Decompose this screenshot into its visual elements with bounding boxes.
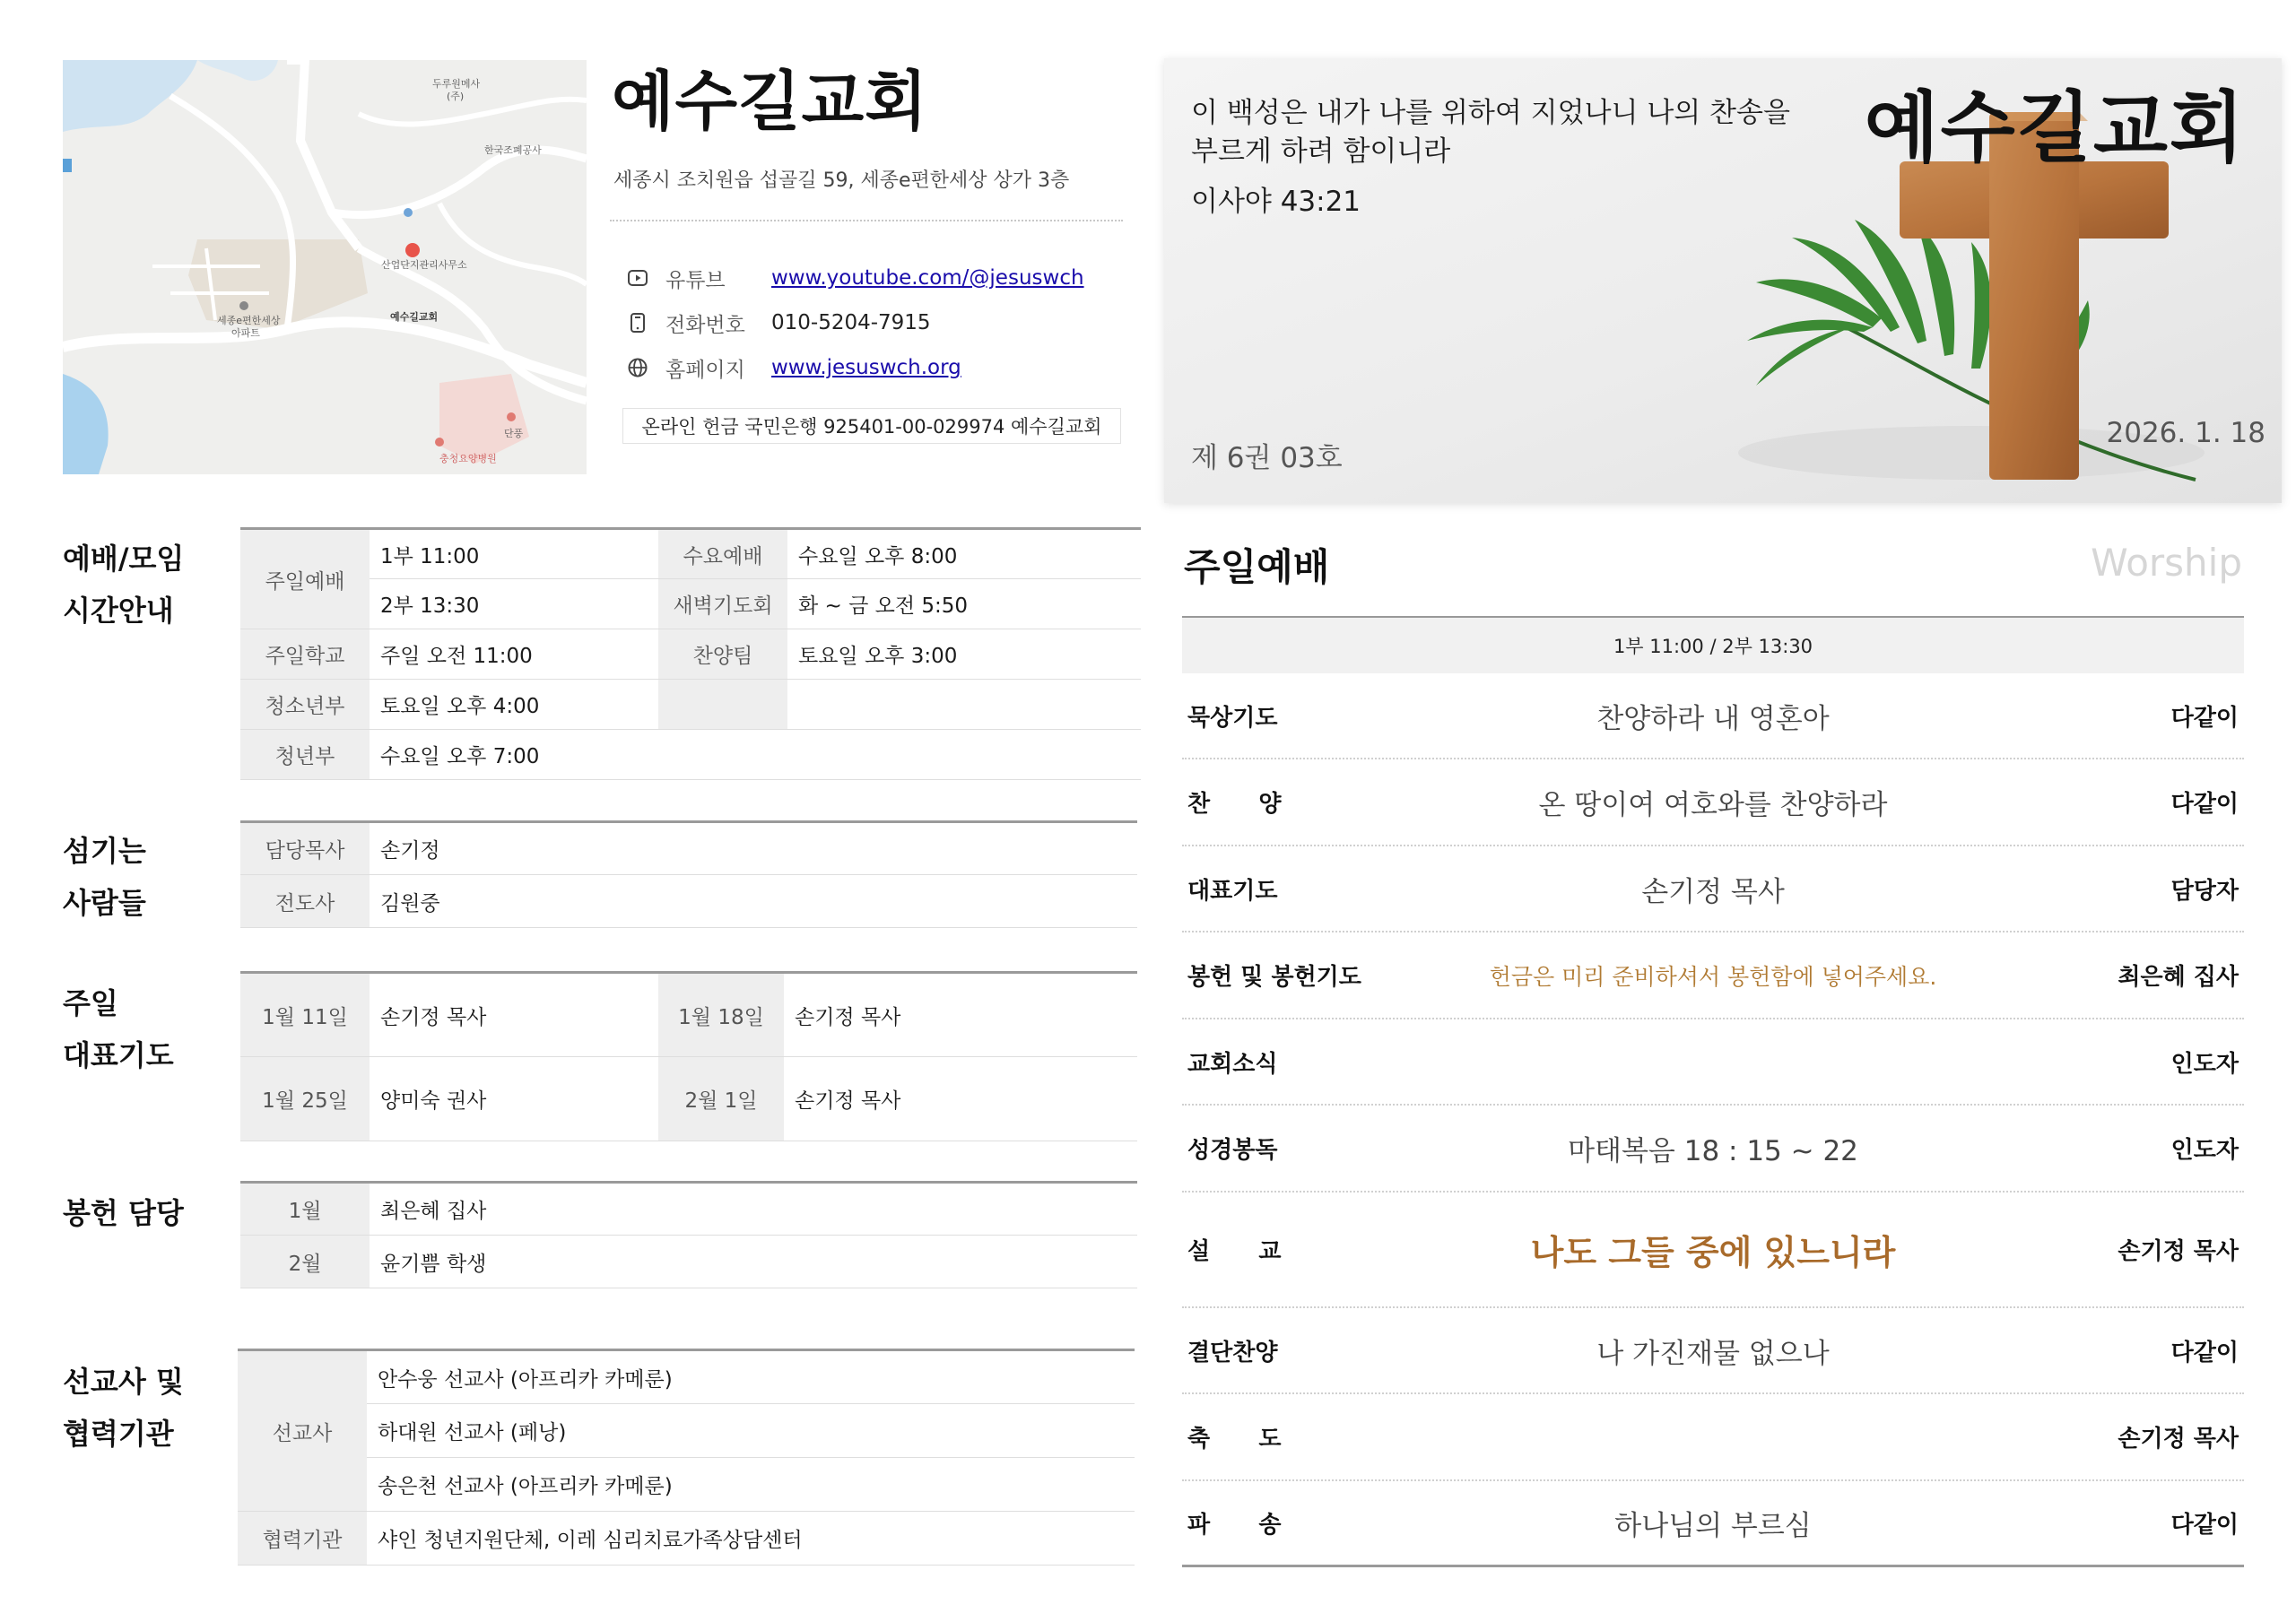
contact-label: 홈페이지 <box>665 358 745 382</box>
contact-youtube <box>626 263 1084 293</box>
map-label: 산업단지관리사무소 <box>381 259 467 271</box>
missions-section-title <box>63 1356 184 1460</box>
order-item-leader: 손기정 목사 <box>2118 1426 2239 1453</box>
online-offering: 온라인 헌금 국민은행 925401-00-029974 예수길교회 <box>622 408 1121 444</box>
schedule-value: 2부 13:30 <box>370 579 658 629</box>
map-label: 세종e편한세상 <box>217 315 281 326</box>
location-map[interactable] <box>63 60 587 474</box>
schedule-value: 1부 11:00 <box>370 529 658 579</box>
order-item <box>1182 673 2244 759</box>
schedule-section-title <box>63 533 184 637</box>
order-item-leader: 손기정 목사 <box>2118 1238 2239 1265</box>
order-item-leader: 인도자 <box>2170 1050 2239 1078</box>
verse-line: 이 백성은 내가 나를 위하여 지었나니 나의 찬송을 <box>1191 97 1790 129</box>
order-item-leader: 최은혜 집사 <box>2118 964 2239 991</box>
prayer-leader: 손기정 목사 <box>784 1057 1137 1141</box>
offering-person: 윤기쁨 학생 <box>370 1236 1137 1288</box>
schedule-label: 청년부 <box>240 730 370 780</box>
order-item-name: 봉헌 및 봉헌기도 <box>1187 964 1361 991</box>
divider <box>610 220 1123 221</box>
servant-name: 손기정 <box>370 822 1137 875</box>
map-label: 충청요양병원 <box>439 453 497 464</box>
order-item-name: 축 도 <box>1187 1426 1282 1453</box>
section-title-line: 대표기도 <box>63 1038 174 1072</box>
contact-label: 유튜브 <box>665 268 726 292</box>
section-title-line: 선교사 및 <box>63 1365 184 1399</box>
worship-title: 주일예배 <box>1184 545 1330 589</box>
offering-month: 2월 <box>240 1236 370 1288</box>
schedule-value: 토요일 오후 4:00 <box>370 680 658 730</box>
issue-date: 2026. 1. 18 <box>2106 417 2266 449</box>
order-item <box>1182 932 2244 1019</box>
prayer-leader: 손기정 목사 <box>370 973 658 1057</box>
order-item-name: 묵상기도 <box>1187 704 1278 732</box>
offering-section-title: 봉헌 담당 <box>63 1196 184 1230</box>
map-label: (주) <box>447 91 465 102</box>
empty-cell <box>787 680 1141 730</box>
order-item-leader: 다같이 <box>2170 1339 2239 1366</box>
schedule-label: 주일예배 <box>240 529 370 629</box>
offering-person: 최은혜 집사 <box>370 1183 1137 1236</box>
missionary-name: 하대원 선교사 (페낭) <box>367 1404 1135 1458</box>
schedule-label: 찬양팀 <box>658 629 787 680</box>
order-item-content: 손기정 목사 <box>1641 875 1785 908</box>
empty-cell <box>658 680 787 730</box>
contact-phone <box>626 308 931 338</box>
section-title-line: 주일 <box>63 986 118 1020</box>
schedule-label: 청소년부 <box>240 680 370 730</box>
order-of-worship <box>1182 673 2244 1567</box>
phone-number: 010-5204-7915 <box>771 311 931 334</box>
order-item <box>1182 759 2244 846</box>
youtube-link[interactable]: www.youtube.com/@jesuswch <box>771 266 1084 290</box>
order-item-content: 온 땅이여 여호와를 찬양하라 <box>1538 789 1888 821</box>
bible-verse <box>1191 94 1790 171</box>
schedule-value: 수요일 오후 7:00 <box>370 730 1141 780</box>
order-item-name: 설 교 <box>1187 1238 1282 1265</box>
prayer-section-title <box>63 977 174 1081</box>
prayer-date: 1월 18일 <box>658 973 784 1057</box>
church-address: 세종시 조치원읍 섭골길 59, 세종e편한세상 상가 3층 <box>613 169 1070 192</box>
order-item <box>1182 1193 2244 1308</box>
order-item-name: 교회소식 <box>1187 1050 1278 1078</box>
section-title-line: 시간안내 <box>63 594 174 628</box>
contact-homepage <box>626 352 961 383</box>
missionary-label: 선교사 <box>238 1350 367 1512</box>
schedule-value: 수요일 오후 8:00 <box>787 529 1141 579</box>
schedule-label: 수요예배 <box>658 529 787 579</box>
order-item-name: 찬 양 <box>1187 791 1282 818</box>
map-label: 아파트 <box>231 327 260 339</box>
schedule-label: 새벽기도회 <box>658 579 787 629</box>
map-label: 두루원메사 <box>432 78 481 90</box>
issue-volume: 제 6권 03호 <box>1191 442 1343 474</box>
order-item-name: 성경봉독 <box>1187 1137 1278 1164</box>
prayer-date: 1월 11일 <box>240 973 370 1057</box>
order-item <box>1182 846 2244 932</box>
worship-title-en: Worship <box>2091 541 2242 585</box>
schedule-value: 토요일 오후 3:00 <box>787 629 1141 680</box>
servants-section-title <box>63 825 146 929</box>
section-title-line: 섬기는 <box>63 834 146 868</box>
servant-name: 김원중 <box>370 875 1137 928</box>
section-title-line: 사람들 <box>63 886 146 920</box>
section-title-line: 예배/모임 <box>63 542 185 576</box>
order-item-leader: 담당자 <box>2170 877 2239 905</box>
servant-role: 담당목사 <box>240 822 370 875</box>
homepage-link[interactable]: www.jesuswch.org <box>771 356 961 379</box>
verse-reference: 이사야 43:21 <box>1191 186 1361 218</box>
missionary-name: 송은천 선교사 (아프리카 카메룬) <box>367 1458 1135 1512</box>
order-item <box>1182 1019 2244 1106</box>
missions-table <box>238 1349 1135 1566</box>
prayer-table <box>240 971 1137 1141</box>
section-title-line: 협력기관 <box>63 1417 174 1451</box>
map-label: 한국조폐공사 <box>484 144 542 156</box>
order-item <box>1182 1481 2244 1567</box>
order-item-leader: 다같이 <box>2170 704 2239 732</box>
church-title: 예수길교회 <box>612 64 928 139</box>
schedule-value: 화 ~ 금 오전 5:50 <box>787 579 1141 629</box>
offering-month: 1월 <box>240 1183 370 1236</box>
order-item-content: 나도 그들 중에 있느니라 <box>1530 1233 1896 1272</box>
prayer-leader: 손기정 목사 <box>784 973 1137 1057</box>
offering-duty-table <box>240 1181 1137 1288</box>
order-item-leader: 다같이 <box>2170 791 2239 818</box>
missionary-name: 안수웅 선교사 (아프리카 카메룬) <box>367 1350 1135 1404</box>
map-label-church: 예수길교회 <box>390 311 439 323</box>
order-item-content: 하나님의 부르심 <box>1614 1510 1812 1542</box>
service-times: 1부 11:00 / 2부 13:30 <box>1182 616 2244 673</box>
contact-label: 전화번호 <box>665 313 745 337</box>
order-item <box>1182 1308 2244 1394</box>
schedule-table <box>240 527 1141 780</box>
servants-table <box>240 820 1137 928</box>
verse-line: 부르게 하려 함이니라 <box>1191 135 1451 168</box>
order-item-content: 헌금은 미리 준비하셔서 봉헌함에 넣어주세요. <box>1489 963 1937 990</box>
youtube-icon <box>626 266 649 290</box>
order-item <box>1182 1106 2244 1193</box>
servant-role: 전도사 <box>240 875 370 928</box>
hero-church-title: 예수길교회 <box>1864 83 2246 173</box>
phone-icon <box>626 311 649 334</box>
order-item-name: 결단찬양 <box>1187 1339 1278 1366</box>
order-item-name: 파 송 <box>1187 1512 1282 1539</box>
globe-icon <box>626 356 649 379</box>
hero-banner <box>1164 58 2282 503</box>
prayer-leader: 양미숙 권사 <box>370 1057 658 1141</box>
map-graphic <box>63 60 587 474</box>
order-item <box>1182 1394 2244 1481</box>
prayer-date: 1월 25일 <box>240 1057 370 1141</box>
order-item-content: 찬양하라 내 영혼아 <box>1596 702 1830 735</box>
order-item-leader: 다같이 <box>2170 1512 2239 1539</box>
order-item-content: 나 가진재물 없으나 <box>1596 1337 1830 1370</box>
order-item-name: 대표기도 <box>1187 877 1278 905</box>
map-label: 단풍 <box>504 428 524 439</box>
order-item-leader: 인도자 <box>2170 1137 2239 1164</box>
partner-label: 협력기관 <box>238 1512 367 1566</box>
schedule-value: 주일 오전 11:00 <box>370 629 658 680</box>
schedule-label: 주일학교 <box>240 629 370 680</box>
partner-value: 샤인 청년지원단체, 이레 심리치료가족상담센터 <box>367 1512 1135 1566</box>
order-item-content: 마태복음 18 : 15 ~ 22 <box>1568 1135 1858 1167</box>
prayer-date: 2월 1일 <box>658 1057 784 1141</box>
